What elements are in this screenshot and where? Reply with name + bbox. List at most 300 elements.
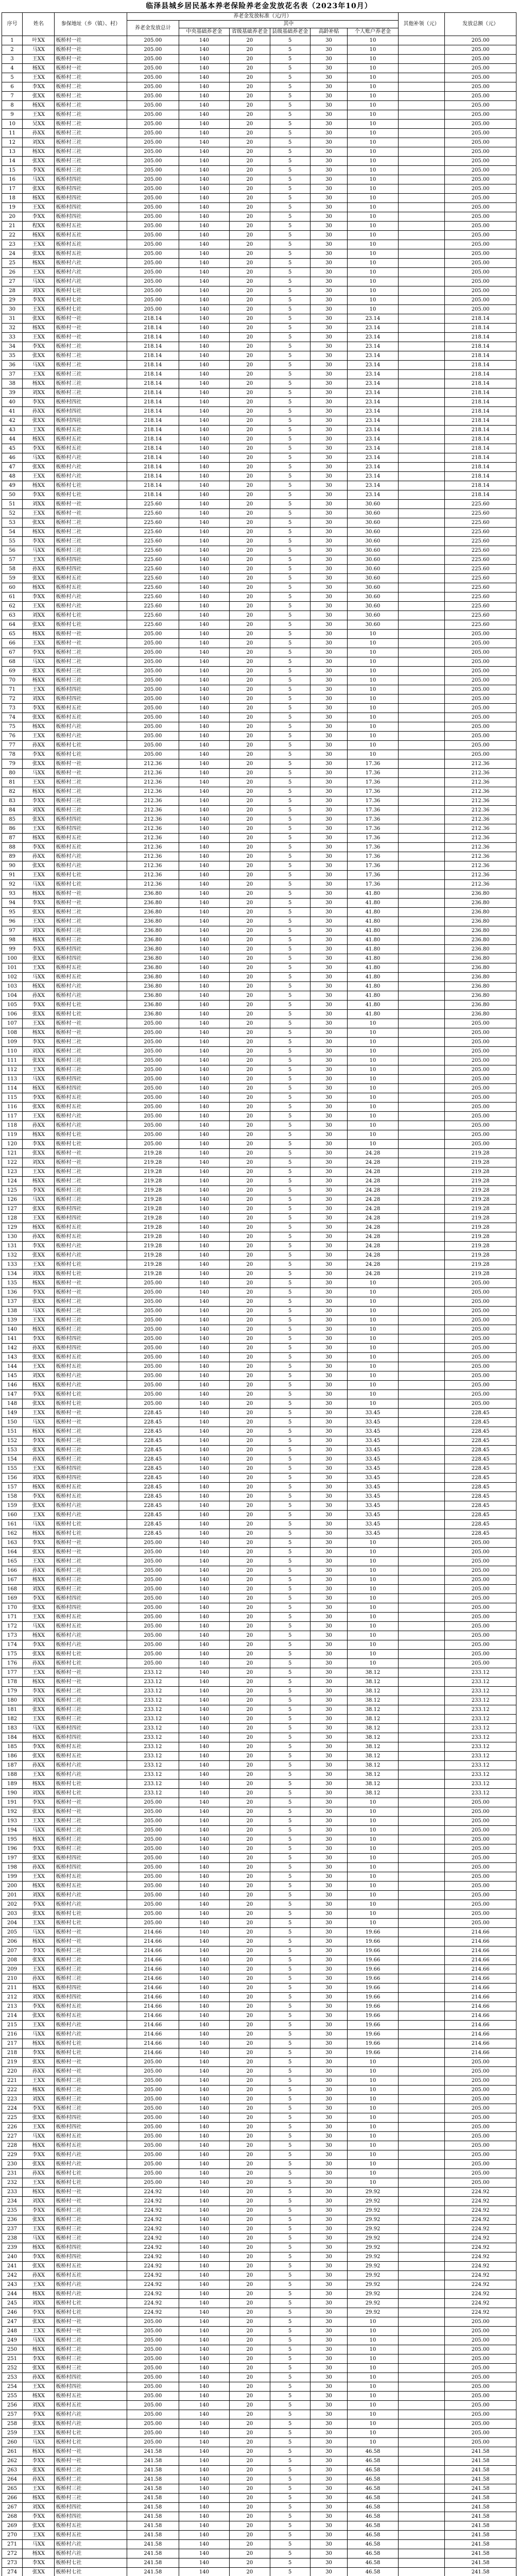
cell-address: 板桥村三社 bbox=[55, 1844, 127, 1854]
cell-seq: 207 bbox=[2, 1946, 23, 1956]
cell-standard: 212.36 bbox=[127, 778, 179, 787]
cell-personal: 30.60 bbox=[348, 537, 399, 546]
cell-standard: 205.00 bbox=[127, 2067, 179, 2076]
cell-province: 20 bbox=[230, 871, 270, 880]
cell-actual: 218.14 bbox=[445, 435, 516, 444]
cell-age: 30 bbox=[310, 1640, 347, 1650]
cell-address: 板桥村四社 bbox=[55, 1603, 127, 1613]
cell-name: 杨XX bbox=[23, 2188, 55, 2197]
cell-name: 马XX bbox=[23, 1520, 55, 1529]
cell-other bbox=[398, 1956, 444, 1965]
cell-seq: 83 bbox=[2, 796, 23, 806]
cell-other bbox=[398, 2540, 444, 2549]
cell-seq: 115 bbox=[2, 1093, 23, 1103]
cell-other bbox=[398, 2262, 444, 2271]
cell-name: 王XX bbox=[23, 1019, 55, 1028]
cell-age: 30 bbox=[310, 1752, 347, 1761]
cell-personal: 10 bbox=[348, 1297, 399, 1307]
cell-seq: 97 bbox=[2, 926, 23, 936]
cell-central: 140 bbox=[179, 1288, 229, 1297]
cell-personal: 17.36 bbox=[348, 834, 399, 843]
cell-name: 张XX bbox=[23, 620, 55, 630]
cell-age: 30 bbox=[310, 1650, 347, 1659]
table-row bbox=[2, 147, 516, 157]
cell-personal: 38.12 bbox=[348, 1696, 399, 1705]
cell-age: 30 bbox=[310, 333, 347, 342]
cell-age: 30 bbox=[310, 1177, 347, 1186]
cell-central: 140 bbox=[179, 481, 229, 490]
cell-central: 140 bbox=[179, 926, 229, 936]
cell-address: 板桥村一社 bbox=[55, 899, 127, 908]
cell-county: 5 bbox=[270, 2280, 310, 2290]
cell-address: 板桥村一社 bbox=[55, 2317, 127, 2327]
table-row bbox=[2, 1001, 516, 1010]
cell-name: 李XX bbox=[23, 2206, 55, 2215]
cell-personal: 10 bbox=[348, 2123, 399, 2132]
cell-address: 板桥村四社 bbox=[55, 416, 127, 426]
cell-name: 刘XX bbox=[23, 1993, 55, 2002]
cell-address: 板桥村四社 bbox=[55, 694, 127, 704]
table-row bbox=[2, 351, 516, 361]
cell-other bbox=[398, 1594, 444, 1603]
cell-central: 140 bbox=[179, 1177, 229, 1186]
table-row bbox=[2, 1613, 516, 1622]
cell-personal: 46.58 bbox=[348, 2494, 399, 2503]
cell-personal: 10 bbox=[348, 2382, 399, 2392]
table-row bbox=[2, 963, 516, 973]
cell-province: 20 bbox=[230, 1093, 270, 1103]
cell-seq: 180 bbox=[2, 1696, 23, 1705]
cell-age: 30 bbox=[310, 2225, 347, 2234]
cell-county: 5 bbox=[270, 1668, 310, 1677]
cell-other bbox=[398, 796, 444, 806]
cell-seq: 80 bbox=[2, 769, 23, 778]
cell-personal: 41.80 bbox=[348, 973, 399, 982]
cell-province: 20 bbox=[230, 2345, 270, 2354]
cell-county: 5 bbox=[270, 1650, 310, 1659]
cell-standard: 241.58 bbox=[127, 2549, 179, 2558]
table-row bbox=[2, 1251, 516, 1260]
cell-address: 板桥村二社 bbox=[55, 2336, 127, 2345]
cell-other bbox=[398, 1780, 444, 1789]
cell-name: 李XX bbox=[23, 945, 55, 954]
cell-county: 5 bbox=[270, 2410, 310, 2419]
cell-other bbox=[398, 2280, 444, 2290]
cell-standard: 205.00 bbox=[127, 2336, 179, 2345]
cell-other bbox=[398, 2095, 444, 2104]
cell-age: 30 bbox=[310, 1047, 347, 1056]
cell-address: 板桥村四社 bbox=[55, 2503, 127, 2512]
cell-county: 5 bbox=[270, 2549, 310, 2558]
cell-province: 20 bbox=[230, 759, 270, 769]
cell-central: 140 bbox=[179, 787, 229, 796]
cell-seq: 235 bbox=[2, 2206, 23, 2215]
cell-central: 140 bbox=[179, 240, 229, 249]
cell-central: 140 bbox=[179, 509, 229, 518]
cell-seq: 183 bbox=[2, 1724, 23, 1733]
table-row bbox=[2, 889, 516, 899]
cell-age: 30 bbox=[310, 973, 347, 982]
cell-seq: 249 bbox=[2, 2336, 23, 2345]
cell-name: 马XX bbox=[23, 2132, 55, 2141]
cell-personal: 10 bbox=[348, 1316, 399, 1325]
table-row bbox=[2, 852, 516, 861]
cell-province: 20 bbox=[230, 1928, 270, 1937]
table-row bbox=[2, 1279, 516, 1288]
table-row bbox=[2, 416, 516, 426]
cell-personal: 10 bbox=[348, 1038, 399, 1047]
cell-seq: 266 bbox=[2, 2494, 23, 2503]
cell-actual: 205.00 bbox=[445, 1575, 516, 1585]
cell-address: 板桥村二社 bbox=[55, 2475, 127, 2484]
cell-other bbox=[398, 2475, 444, 2484]
table-row bbox=[2, 1492, 516, 1501]
cell-address: 板桥村七社 bbox=[55, 1909, 127, 1919]
cell-central: 140 bbox=[179, 1214, 229, 1223]
cell-standard: 205.00 bbox=[127, 1288, 179, 1297]
cell-personal: 41.80 bbox=[348, 917, 399, 926]
cell-address: 板桥村三社 bbox=[55, 1715, 127, 1724]
cell-other bbox=[398, 184, 444, 194]
cell-standard: 205.00 bbox=[127, 73, 179, 82]
cell-address: 板桥村一社 bbox=[55, 45, 127, 55]
cell-seq: 238 bbox=[2, 2234, 23, 2243]
cell-address: 板桥村一社 bbox=[55, 500, 127, 509]
table-row bbox=[2, 954, 516, 963]
cell-address: 板桥村四社 bbox=[55, 815, 127, 824]
cell-central: 140 bbox=[179, 166, 229, 175]
table-row bbox=[2, 1307, 516, 1316]
cell-province: 20 bbox=[230, 694, 270, 704]
cell-central: 140 bbox=[179, 592, 229, 602]
cell-county: 5 bbox=[270, 175, 310, 184]
cell-address: 板桥村六社 bbox=[55, 2160, 127, 2169]
cell-seq: 256 bbox=[2, 2401, 23, 2410]
cell-central: 140 bbox=[179, 2132, 229, 2141]
cell-other bbox=[398, 194, 444, 203]
cell-other bbox=[398, 1112, 444, 1121]
cell-seq: 69 bbox=[2, 667, 23, 676]
cell-address: 板桥村四社 bbox=[55, 1084, 127, 1093]
cell-other bbox=[398, 2076, 444, 2086]
table-row bbox=[2, 546, 516, 555]
cell-age: 30 bbox=[310, 1399, 347, 1409]
cell-personal: 10 bbox=[348, 277, 399, 286]
cell-seq: 104 bbox=[2, 991, 23, 1001]
table-row bbox=[2, 1214, 516, 1223]
cell-central: 140 bbox=[179, 1344, 229, 1353]
cell-standard: 233.12 bbox=[127, 1705, 179, 1715]
cell-central: 140 bbox=[179, 55, 229, 64]
cell-county: 5 bbox=[270, 222, 310, 231]
cell-name: 张XX bbox=[23, 1399, 55, 1409]
cell-central: 140 bbox=[179, 2206, 229, 2215]
cell-name: 杨XX bbox=[23, 1028, 55, 1038]
cell-name: 李XX bbox=[23, 2512, 55, 2521]
cell-central: 140 bbox=[179, 45, 229, 55]
cell-actual: 214.66 bbox=[445, 1993, 516, 2002]
cell-personal: 24.28 bbox=[348, 1223, 399, 1232]
cell-personal: 23.14 bbox=[348, 472, 399, 481]
cell-county: 5 bbox=[270, 1919, 310, 1928]
cell-province: 20 bbox=[230, 769, 270, 778]
cell-county: 5 bbox=[270, 370, 310, 379]
cell-province: 20 bbox=[230, 2002, 270, 2011]
cell-other bbox=[398, 1473, 444, 1483]
cell-address: 板桥村五社 bbox=[55, 426, 127, 435]
cell-seq: 45 bbox=[2, 444, 23, 453]
cell-name: 王XX bbox=[23, 778, 55, 787]
cell-name: 张XX bbox=[23, 667, 55, 676]
cell-province: 20 bbox=[230, 2568, 270, 2576]
cell-other bbox=[398, 1974, 444, 1984]
cell-age: 30 bbox=[310, 2354, 347, 2364]
cell-county: 5 bbox=[270, 787, 310, 796]
cell-county: 5 bbox=[270, 1186, 310, 1195]
cell-province: 20 bbox=[230, 2076, 270, 2086]
cell-personal: 46.58 bbox=[348, 2447, 399, 2456]
cell-seq: 85 bbox=[2, 815, 23, 824]
cell-seq: 213 bbox=[2, 2002, 23, 2011]
cell-central: 140 bbox=[179, 1631, 229, 1640]
cell-county: 5 bbox=[270, 2160, 310, 2169]
cell-actual: 236.80 bbox=[445, 963, 516, 973]
cell-actual: 218.14 bbox=[445, 388, 516, 398]
cell-personal: 38.12 bbox=[348, 1677, 399, 1687]
cell-county: 5 bbox=[270, 1167, 310, 1177]
table-row bbox=[2, 1149, 516, 1158]
cell-standard: 205.00 bbox=[127, 1900, 179, 1909]
cell-standard: 205.00 bbox=[127, 1019, 179, 1028]
cell-central: 140 bbox=[179, 1613, 229, 1622]
table-row bbox=[2, 1167, 516, 1177]
cell-actual: 225.60 bbox=[445, 509, 516, 518]
cell-address: 板桥村五社 bbox=[55, 240, 127, 249]
cell-other bbox=[398, 1362, 444, 1371]
cell-actual: 205.00 bbox=[445, 277, 516, 286]
cell-other bbox=[398, 602, 444, 611]
cell-standard: 205.00 bbox=[127, 203, 179, 212]
cell-province: 20 bbox=[230, 2160, 270, 2169]
cell-central: 140 bbox=[179, 871, 229, 880]
cell-actual: 236.80 bbox=[445, 1010, 516, 1019]
cell-seq: 30 bbox=[2, 305, 23, 314]
cell-standard: 212.36 bbox=[127, 787, 179, 796]
cell-age: 30 bbox=[310, 2076, 347, 2086]
cell-standard: 205.00 bbox=[127, 1863, 179, 1872]
cell-seq: 257 bbox=[2, 2410, 23, 2419]
cell-central: 140 bbox=[179, 2290, 229, 2299]
cell-age: 30 bbox=[310, 481, 347, 490]
cell-standard: 205.00 bbox=[127, 2438, 179, 2447]
cell-age: 30 bbox=[310, 1019, 347, 1028]
cell-address: 板桥村三社 bbox=[55, 138, 127, 147]
table-row bbox=[2, 787, 516, 796]
cell-seq: 161 bbox=[2, 1520, 23, 1529]
cell-province: 20 bbox=[230, 1103, 270, 1112]
cell-age: 30 bbox=[310, 36, 347, 45]
cell-seq: 206 bbox=[2, 1937, 23, 1946]
cell-personal: 10 bbox=[348, 268, 399, 277]
cell-province: 20 bbox=[230, 574, 270, 583]
cell-standard: 205.00 bbox=[127, 2410, 179, 2419]
cell-name: 杨XX bbox=[23, 379, 55, 388]
cell-actual: 233.12 bbox=[445, 1780, 516, 1789]
cell-central: 140 bbox=[179, 2225, 229, 2234]
cell-personal: 10 bbox=[348, 73, 399, 82]
cell-address: 板桥村六社 bbox=[55, 1770, 127, 1780]
cell-province: 20 bbox=[230, 1854, 270, 1863]
cell-county: 5 bbox=[270, 1752, 310, 1761]
cell-other bbox=[398, 1065, 444, 1075]
cell-province: 20 bbox=[230, 1167, 270, 1177]
cell-county: 5 bbox=[270, 1371, 310, 1381]
cell-county: 5 bbox=[270, 843, 310, 852]
cell-personal: 17.36 bbox=[348, 806, 399, 815]
cell-actual: 236.80 bbox=[445, 926, 516, 936]
cell-province: 20 bbox=[230, 1112, 270, 1121]
cell-name: 杨XX bbox=[23, 2494, 55, 2503]
cell-other bbox=[398, 1232, 444, 1242]
cell-standard: 205.00 bbox=[127, 2160, 179, 2169]
cell-name: 王XX bbox=[23, 333, 55, 342]
cell-name: 杨XX bbox=[23, 2039, 55, 2048]
cell-county: 5 bbox=[270, 611, 310, 620]
cell-actual: 205.00 bbox=[445, 2104, 516, 2113]
cell-age: 30 bbox=[310, 917, 347, 926]
cell-name: 王XX bbox=[23, 1770, 55, 1780]
cell-address: 板桥村四社 bbox=[55, 565, 127, 574]
cell-age: 30 bbox=[310, 490, 347, 500]
cell-actual: 205.00 bbox=[445, 240, 516, 249]
cell-standard: 219.28 bbox=[127, 1186, 179, 1195]
cell-personal: 10 bbox=[348, 1640, 399, 1650]
cell-address: 板桥村五社 bbox=[55, 222, 127, 231]
cell-name: 李XX bbox=[23, 2354, 55, 2364]
cell-seq: 12 bbox=[2, 138, 23, 147]
cell-seq: 216 bbox=[2, 2030, 23, 2039]
cell-other bbox=[398, 175, 444, 184]
cell-standard: 225.60 bbox=[127, 574, 179, 583]
table-row bbox=[2, 1316, 516, 1325]
cell-central: 140 bbox=[179, 546, 229, 555]
cell-standard: 205.00 bbox=[127, 1548, 179, 1557]
cell-actual: 205.00 bbox=[445, 722, 516, 732]
cell-address: 板桥村二社 bbox=[55, 1177, 127, 1186]
cell-county: 5 bbox=[270, 1761, 310, 1770]
cell-central: 140 bbox=[179, 1103, 229, 1112]
cell-central: 140 bbox=[179, 1028, 229, 1038]
cell-province: 20 bbox=[230, 787, 270, 796]
cell-other bbox=[398, 426, 444, 435]
cell-name: 杨XX bbox=[23, 1631, 55, 1640]
cell-central: 140 bbox=[179, 2243, 229, 2252]
cell-other bbox=[398, 1603, 444, 1613]
cell-address: 板桥村三社 bbox=[55, 806, 127, 815]
cell-other bbox=[398, 2113, 444, 2123]
cell-other bbox=[398, 537, 444, 546]
cell-other bbox=[398, 1390, 444, 1399]
cell-other bbox=[398, 1186, 444, 1195]
cell-actual: 218.14 bbox=[445, 361, 516, 370]
cell-name: 李XX bbox=[23, 899, 55, 908]
cell-province: 20 bbox=[230, 1529, 270, 1538]
cell-other bbox=[398, 2197, 444, 2206]
cell-age: 30 bbox=[310, 1548, 347, 1557]
cell-county: 5 bbox=[270, 2030, 310, 2039]
cell-county: 5 bbox=[270, 1297, 310, 1307]
cell-province: 20 bbox=[230, 2401, 270, 2410]
cell-central: 140 bbox=[179, 565, 229, 574]
cell-age: 30 bbox=[310, 2188, 347, 2197]
cell-address: 板桥村五社 bbox=[55, 435, 127, 444]
cell-seq: 128 bbox=[2, 1214, 23, 1223]
cell-address: 板桥村七社 bbox=[55, 296, 127, 305]
cell-central: 140 bbox=[179, 2558, 229, 2568]
cell-other bbox=[398, 2419, 444, 2429]
cell-age: 30 bbox=[310, 166, 347, 175]
cell-age: 30 bbox=[310, 444, 347, 453]
cell-age: 30 bbox=[310, 880, 347, 889]
cell-personal: 41.80 bbox=[348, 899, 399, 908]
cell-age: 30 bbox=[310, 1677, 347, 1687]
cell-other bbox=[398, 657, 444, 667]
cell-other bbox=[398, 667, 444, 676]
cell-actual: 219.28 bbox=[445, 1167, 516, 1177]
cell-personal: 19.66 bbox=[348, 1928, 399, 1937]
cell-county: 5 bbox=[270, 908, 310, 917]
cell-central: 140 bbox=[179, 574, 229, 583]
table-row bbox=[2, 1566, 516, 1575]
cell-central: 140 bbox=[179, 2197, 229, 2206]
table-row bbox=[2, 314, 516, 324]
cell-address: 板桥村二社 bbox=[55, 120, 127, 129]
cell-other bbox=[398, 2104, 444, 2113]
cell-address: 板桥村六社 bbox=[55, 861, 127, 871]
table-row bbox=[2, 2252, 516, 2262]
cell-other bbox=[398, 1817, 444, 1826]
table-row bbox=[2, 1603, 516, 1613]
cell-address: 板桥村二社 bbox=[55, 1826, 127, 1835]
cell-address: 板桥村三社 bbox=[55, 1835, 127, 1844]
cell-personal: 10 bbox=[348, 212, 399, 222]
cell-other bbox=[398, 2169, 444, 2178]
cell-actual: 236.80 bbox=[445, 973, 516, 982]
cell-seq: 141 bbox=[2, 1334, 23, 1344]
cell-standard: 205.00 bbox=[127, 231, 179, 240]
cell-address: 板桥村六社 bbox=[55, 991, 127, 1001]
cell-county: 5 bbox=[270, 1001, 310, 1010]
cell-address: 板桥村七社 bbox=[55, 2438, 127, 2447]
cell-county: 5 bbox=[270, 314, 310, 324]
cell-standard: 236.80 bbox=[127, 1010, 179, 1019]
cell-actual: 212.36 bbox=[445, 796, 516, 806]
cell-age: 30 bbox=[310, 398, 347, 407]
cell-central: 140 bbox=[179, 1891, 229, 1900]
table-row bbox=[2, 2234, 516, 2243]
cell-name: 孙XX bbox=[23, 2373, 55, 2382]
cell-other bbox=[398, 2401, 444, 2410]
cell-province: 20 bbox=[230, 1232, 270, 1242]
cell-other bbox=[398, 982, 444, 991]
cell-other bbox=[398, 1297, 444, 1307]
cell-standard: 205.00 bbox=[127, 1325, 179, 1334]
cell-central: 140 bbox=[179, 1381, 229, 1390]
cell-central: 140 bbox=[179, 138, 229, 147]
cell-personal: 29.92 bbox=[348, 2206, 399, 2215]
cell-personal: 10 bbox=[348, 249, 399, 259]
cell-name: 王XX bbox=[23, 1167, 55, 1177]
